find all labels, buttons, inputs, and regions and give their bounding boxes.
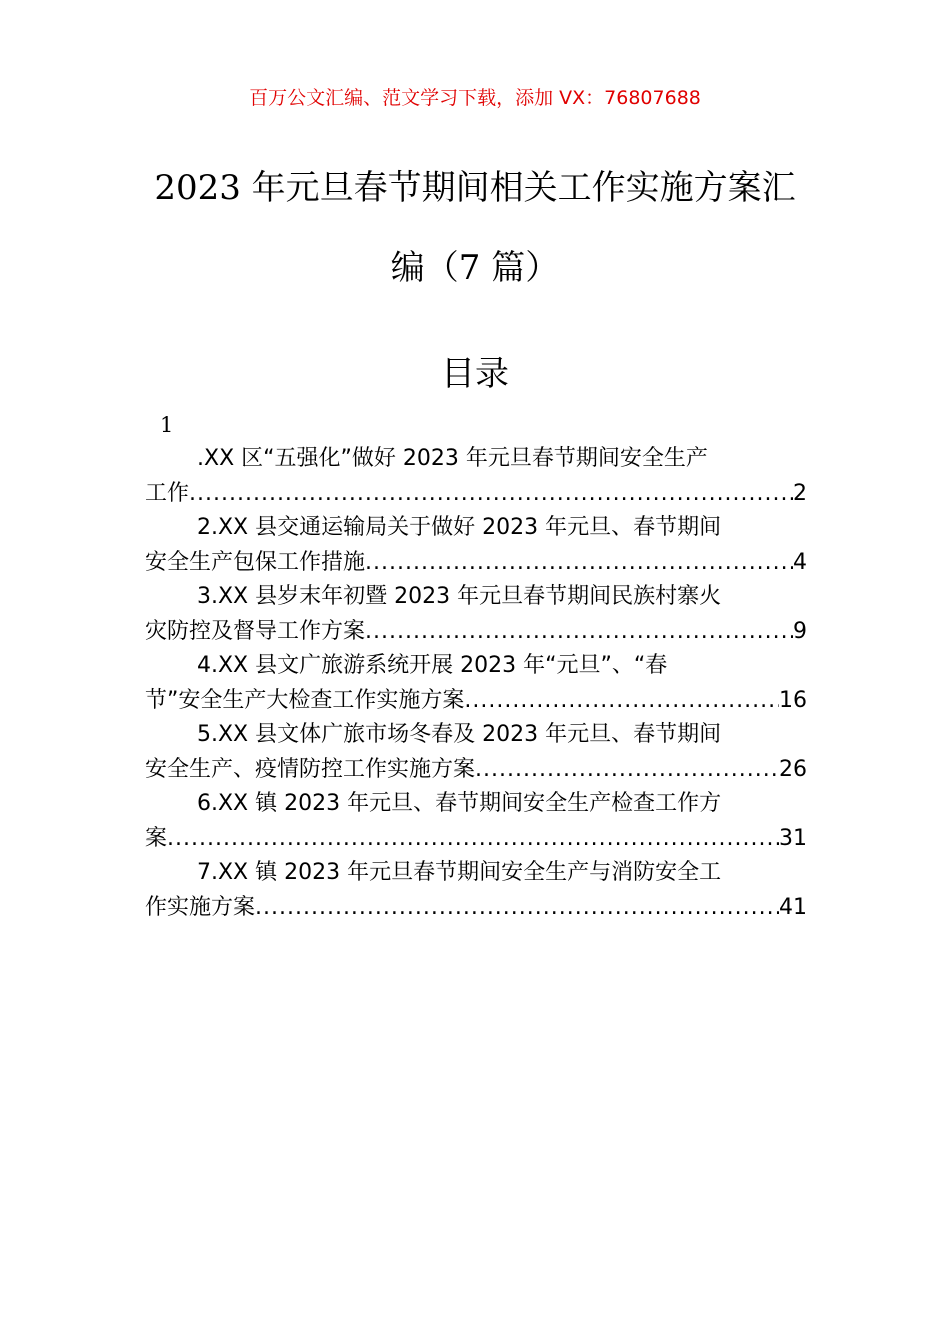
toc-item-title: 4.XX 县文广旅游系统开展 2023 年“元旦”、“春 [197, 653, 668, 678]
toc-item-title: 2.XX 县交通运输局关于做好 2023 年元旦、春节期间 [197, 515, 722, 540]
toc-item-1[interactable] [145, 442, 807, 511]
toc-item-2[interactable] [145, 511, 807, 580]
toc-item-3[interactable] [145, 580, 807, 649]
toc-item-page: 4 [793, 549, 807, 575]
toc-first-item-number: 1 [160, 413, 174, 437]
toc-item-title: 5.XX 县文体广旅市场冬春及 2023 年元旦、春节期间 [197, 722, 722, 747]
toc-item-7[interactable] [145, 856, 807, 925]
toc-item-title-cont: 安全生产、疫情防控工作实施方案 [145, 756, 476, 782]
toc-item-title-cont: 案 [145, 825, 168, 851]
dot-leader [475, 753, 779, 788]
toc-item-page: 9 [793, 618, 807, 644]
document-title: 2023 年元旦春节期间相关工作实施方案汇编（7 篇） [154, 168, 796, 288]
toc-item-title: 6.XX 镇 2023 年元旦、春节期间安全生产检查工作方 [197, 791, 722, 816]
dot-leader [167, 822, 779, 857]
toc-item-title-cont: 工作 [145, 480, 190, 506]
toc-item-4[interactable] [145, 649, 807, 718]
toc-item-title-cont: 作实施方案 [145, 894, 256, 920]
toc-item-title: 3.XX 县岁末年初暨 2023 年元旦春节期间民族村寨火 [197, 584, 722, 609]
dot-leader [255, 891, 779, 926]
toc-item-page: 2 [793, 480, 807, 506]
dot-leader [365, 546, 793, 581]
dot-leader [365, 615, 793, 650]
toc-item-6[interactable] [145, 787, 807, 856]
toc-item-page: 16 [779, 687, 807, 713]
toc-item-title: 7.XX 镇 2023 年元旦春节期间安全生产与消防安全工 [197, 860, 722, 885]
toc-item-title: .XX 区“五强化”做好 2023 年元旦春节期间安全生产 [197, 446, 708, 471]
toc-heading: 目录 [441, 354, 509, 394]
dot-leader [189, 477, 793, 512]
header-promo-note: 百万公文汇编、范文学习下载，添加 VX：76807688 [249, 87, 701, 109]
dot-leader [464, 684, 779, 719]
toc-item-page: 41 [779, 894, 807, 920]
table-of-contents [145, 442, 807, 925]
toc-item-title-cont: 节”安全生产大检查工作实施方案 [145, 687, 465, 713]
toc-item-title-cont: 灾防控及督导工作方案 [145, 618, 366, 644]
toc-item-page: 26 [779, 756, 807, 782]
toc-item-page: 31 [779, 825, 807, 851]
toc-item-title-cont: 安全生产包保工作措施 [145, 549, 366, 575]
toc-item-5[interactable] [145, 718, 807, 787]
